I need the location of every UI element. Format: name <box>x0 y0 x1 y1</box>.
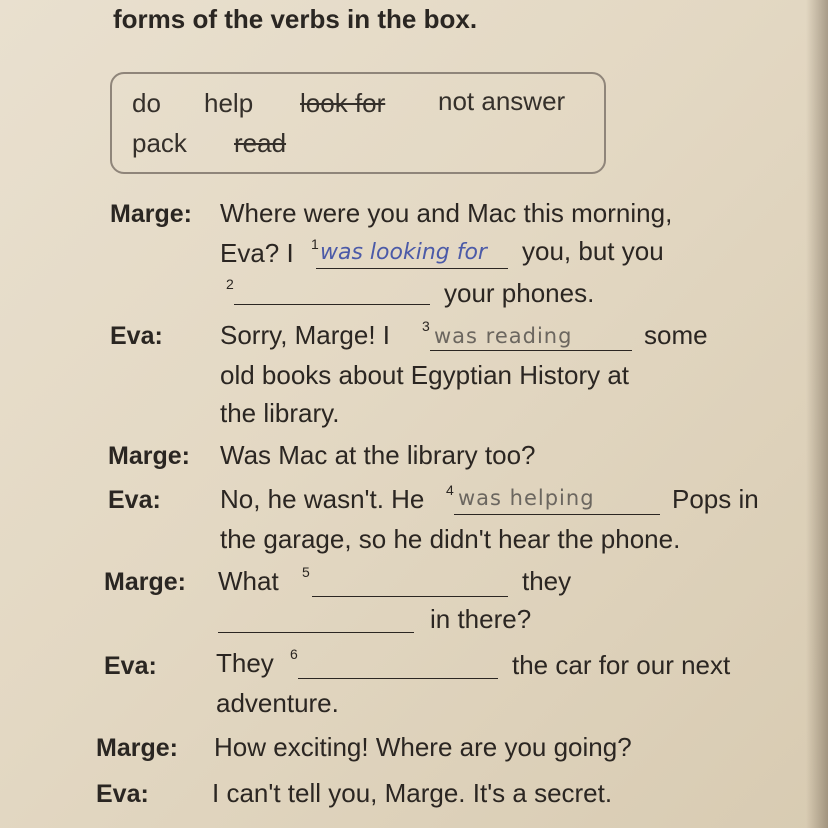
page-edge-shadow <box>806 0 828 828</box>
handwritten-answer: was helping <box>458 486 595 510</box>
dialogue-text: you, but you <box>522 236 664 266</box>
word-help: help <box>204 88 254 118</box>
dialogue-text: adventure. <box>216 688 339 718</box>
speaker-label: Marge: <box>96 734 178 762</box>
word-read: read <box>234 128 287 158</box>
speaker-label: Eva: <box>96 780 149 808</box>
speaker-label: Eva: <box>110 322 163 350</box>
dialogue-text: Eva? I <box>220 238 294 268</box>
dialogue-text: in there? <box>430 604 532 634</box>
dialogue-text: Was Mac at the library too? <box>220 440 536 470</box>
blank-number: 5 <box>302 564 310 580</box>
answer-blank <box>298 678 498 679</box>
word-do: do <box>132 88 161 118</box>
speaker-label: Eva: <box>108 486 161 514</box>
dialogue-text: some <box>644 320 708 350</box>
answer-blank <box>234 304 430 305</box>
exercise-instruction: forms of the verbs in the box. <box>113 4 478 34</box>
dialogue-text: What <box>218 566 279 596</box>
word-not-answer: not answer <box>438 86 566 116</box>
blank-number: 4 <box>446 482 454 498</box>
dialogue-text: the car for our next <box>512 650 731 680</box>
speaker-label: Marge: <box>110 200 192 228</box>
speaker-label: Eva: <box>104 652 157 680</box>
answer-blank <box>218 632 414 633</box>
dialogue-text: No, he wasn't. He <box>220 484 425 514</box>
blank-number: 6 <box>290 646 298 662</box>
dialogue-text: They <box>216 648 274 678</box>
dialogue-text: Sorry, Marge! I <box>220 320 391 350</box>
blank-number: 3 <box>422 318 430 334</box>
answer-blank <box>312 596 508 597</box>
dialogue-text: they <box>522 566 572 596</box>
dialogue-text: Where were you and Mac this morning, <box>220 198 673 228</box>
dialogue-text: your phones. <box>444 278 595 308</box>
dialogue-text: the garage, so he didn't hear the phone. <box>220 524 681 554</box>
word-pack: pack <box>132 128 187 158</box>
answer-blank <box>430 350 632 351</box>
dialogue-text: Pops in <box>672 484 759 514</box>
word-look-for: look for <box>300 88 386 118</box>
dialogue-text: the library. <box>220 398 340 428</box>
dialogue-text: How exciting! Where are you going? <box>214 732 632 762</box>
speaker-label: Marge: <box>104 568 186 596</box>
blank-number: 2 <box>226 276 234 292</box>
blank-number: 1 <box>311 236 319 252</box>
handwritten-answer: was looking for <box>320 240 487 265</box>
handwritten-answer: was reading <box>434 324 573 348</box>
speaker-label: Marge: <box>108 442 190 470</box>
answer-blank <box>454 514 660 515</box>
dialogue-text: I can't tell you, Marge. It's a secret. <box>212 778 613 808</box>
answer-blank <box>316 268 508 269</box>
dialogue-text: old books about Egyptian History at <box>220 360 630 390</box>
